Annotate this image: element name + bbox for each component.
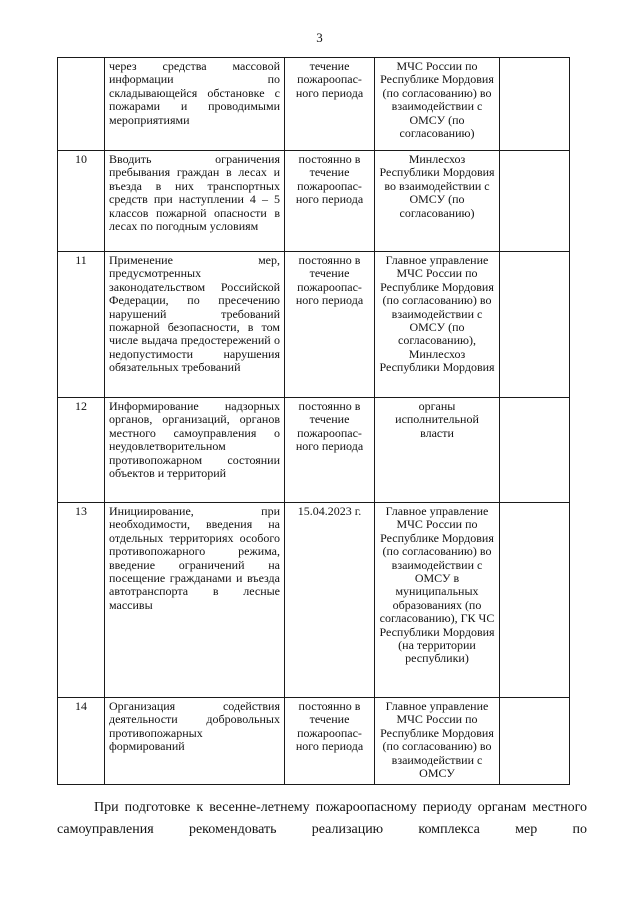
table-row (58, 698, 570, 785)
row-number: 14 (58, 698, 105, 785)
measure-text: Организация содействия деятельности добровольных противопожарных формирований (105, 698, 285, 785)
measure-text: Вводить ограничения пребывания граждан в лесах и въезда в них транспортных средств при наступлении 4 – 5 классов пожарной опасности в лесах по погодным условиям (105, 151, 285, 252)
executor-text: Главное управление МЧС России по Республике Мордовия (по согласованию) во взаимодействии с ОМСУ (375, 698, 500, 785)
table-row (58, 58, 570, 151)
measure-text: Инициирование, при необходимости, введения на отдельных территориях особого противопожарного режима, введение ограничений на посещение гражданами и въезда автотранспорта в лесные массивы (105, 503, 285, 698)
table-row (58, 398, 570, 503)
row-number (58, 58, 105, 151)
note-cell (500, 503, 570, 698)
note-cell (500, 151, 570, 252)
executor-text: МЧС России по Республике Мордовия (по согласованию) во взаимодействии с ОМСУ (по согласованию) (375, 58, 500, 151)
row-number: 13 (58, 503, 105, 698)
term-text: течение пожароопас-ного периода (285, 58, 375, 151)
table-row (58, 503, 570, 698)
row-number: 12 (58, 398, 105, 503)
note-cell (500, 252, 570, 398)
measure-text: через средства массовой информации по складывающейся обстановке с пожарами и проводимыми мероприятиями (105, 58, 285, 151)
body-paragraph: При подготовке к весенне-летнему пожароопасному периоду органам местного самоуправления рекомендовать реализацию комплекса мер по (57, 800, 587, 837)
executor-text: Главное управление МЧС России по Республике Мордовия (по согласованию) во взаимодействии с ОМСУ (по согласованию), Минлесхоз Республики Мордовия (375, 252, 500, 398)
row-number: 11 (58, 252, 105, 398)
term-text: 15.04.2023 г. (285, 503, 375, 698)
term-text: постоянно в течение пожароопас-ного периода (285, 252, 375, 398)
note-cell (500, 398, 570, 503)
measure-text: Информирование надзорных органов, организаций, органов местного самоуправления о неудовлетворительном противопожарном состоянии объектов и территорий (105, 398, 285, 503)
executor-text: Минлесхоз Республики Мордовия во взаимодействии с ОМСУ (по согласованию) (375, 151, 500, 252)
term-text: постоянно в течение пожароопас-ного периода (285, 698, 375, 785)
term-text: постоянно в течение пожароопас-ного периода (285, 398, 375, 503)
term-text: постоянно в течение пожароопас-ного периода (285, 151, 375, 252)
measure-text: Применение мер, предусмотренных законодательством Российской Федерации, по пресечению нарушений требований пожарной безопасности, в том числе выдача предостережений о недопустимости нарушения обязательных требований (105, 252, 285, 398)
executor-text: органы исполнительной власти (375, 398, 500, 503)
table-row (58, 252, 570, 398)
note-cell (500, 58, 570, 151)
page-number: 3 (316, 30, 324, 45)
executor-text: Главное управление МЧС России по Республике Мордовия (по согласованию) во взаимодействии с ОМСУ в муниципальных образованиях (по согласованию), ГК ЧС Республики Мордовия (на территории республики) (375, 503, 500, 698)
row-number: 10 (58, 151, 105, 252)
table-row (58, 151, 570, 252)
note-cell (500, 698, 570, 785)
measures-table (57, 57, 570, 785)
